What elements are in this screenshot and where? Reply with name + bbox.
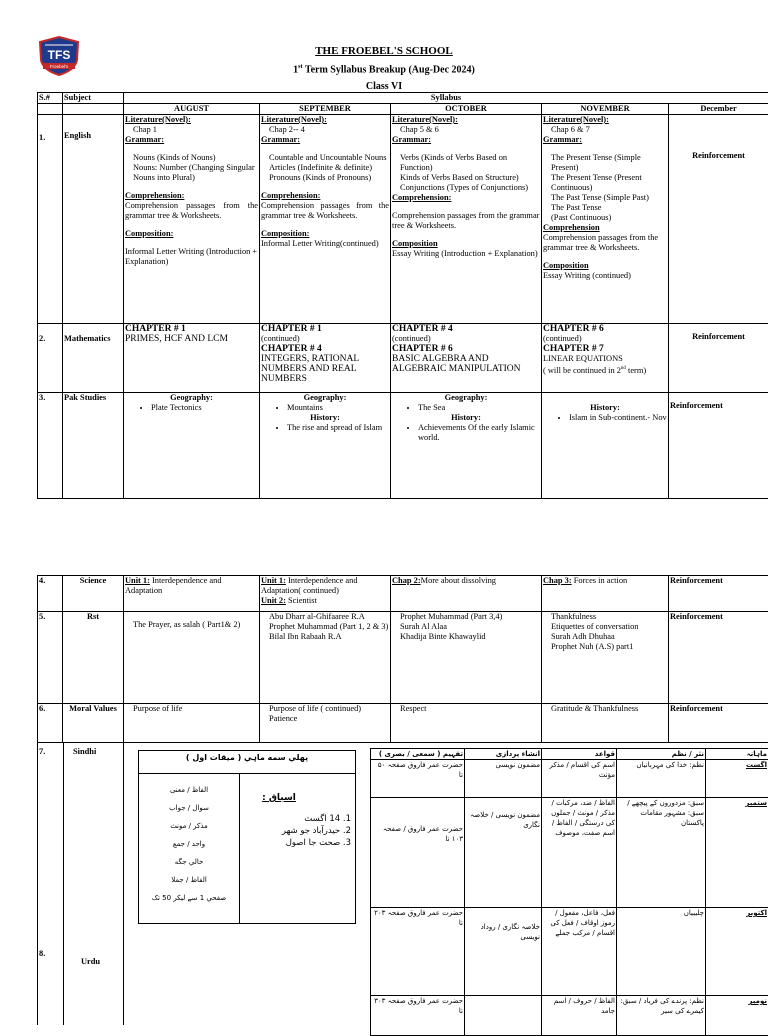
col-august: AUGUST	[124, 104, 260, 115]
moral-september: ▪ Purpose of life ( continued) ▪ Patience	[260, 704, 391, 743]
moral-august: ▪ Purpose of life	[124, 704, 260, 743]
row-moral-values: 6. Moral Values ▪ Purpose of life ▪ Purpose of life ( continued) ▪ Patience ▪ Respect ▪ Gratitude & Thankfulness Reinforcement	[38, 704, 768, 743]
english-september: Literature(Novel): • Chap 2-- 4 Grammar: • Countable and Uncountable Nouns • Articles (Indefinite & definite) • Pronouns (Kinds of Pronouns) Comprehension: Comprehension passages from the grammar tree & Worksheets. Composition: Informal Letter Writing(continued)	[260, 115, 391, 324]
subject-moral-values: Moral Values	[63, 704, 124, 743]
pak-september: Geography: • Mountains History: • The rise and spread of Islam	[260, 393, 391, 499]
moral-october: ▪ Respect	[391, 704, 542, 743]
subject-urdu: Urdu	[81, 957, 100, 966]
col-subject: Subject	[63, 93, 124, 104]
syllabus-table-1	[37, 92, 768, 499]
urdu-table: تفہیم ( سمعی / بصری ) انشاء پردازی قواعد نثر / نظم ماہانہ حضرت عمر فاروق صفحہ ۵۰ تا مضمون نویسی اسم کی اقسام / مذکر مؤنث نظم: خدا کی مہربانیاں اگست حضرت عمر فاروق / صفحہ ۱۰۳ تا مضمون نویسی / خلاصہ نگاری الفاظ / ضد، مرکبات / مذکر / مونث / جملوں کی درستگی / الفاظ / اسم صفت، موصوف سبق: مزدوروں کے پیچھے / سبق: مشہور مقامات پاکستان ستمبر حضرت عمر فاروق صفحہ ۲۰۳ تا خلاصہ نگاری / روداد نویسی فعل، فاعل، مفعول / رموز اوقاف / فعل کی اقسام / مرکب جملے چلیبیاں اکتوبر حضرت عمر فاروق صفحہ ۳۰۳ تا الفاظ / حروف / اسم جامد نظم: پرندے کی فریاد / سبق: کیمرے کی سیر نومبر	[370, 748, 768, 1036]
term-title: 1st Term Syllabus Breakup (Aug-Dec 2024)	[0, 64, 768, 75]
sindhi-left-list: الفاظ / معنى سوال / جواب مذکر / مونث واحد / جمع خالي جگه الفاظ / جملا صفحي 1 سے ليکر 50 تک	[143, 781, 235, 907]
english-august: Literature(Novel): • Chap 1 Grammar: • Nouns (Kinds of Nouns) • Nouns: Number (Changing Singular Nouns into Plural) Comprehension: Comprehension passages from the grammar tree & Worksheets. Composition: Informal Letter Writing (Introduction + Explanation)	[124, 115, 260, 324]
rst-december: Reinforcement	[669, 612, 768, 704]
pak-august: Geography: • Plate Tectonics	[124, 393, 260, 499]
science-august: Unit 1: Interdependence and Adaptation	[124, 576, 260, 612]
row-science: 4. Science Unit 1: Interdependence and Adaptation Unit 1: Interdependence and Adaptation( continued) Unit 2: Scientist Chap 2:More about dissolving Chap 3: Forces in action Reinforcement	[38, 576, 768, 612]
math-september: CHAPTER # 1 (continued) CHAPTER # 4 INTEGERS, RATIONAL NUMBERS AND REAL NUMBERS	[260, 324, 391, 393]
pak-october: Geography: • The Sea History: • Achievements Of the early Islamic world.	[391, 393, 542, 499]
col-sno: S.#	[38, 93, 63, 104]
logo-text: TFS	[48, 48, 71, 62]
pak-december: Reinforcement	[669, 393, 768, 499]
subject-english: English	[63, 115, 124, 324]
subject-pak-studies: Pak Studies	[63, 393, 124, 499]
rst-october: ▪ Prophet Muhammad (Part 3,4) ▪ Surah Al Alaa ▪ Khadija Binte Khawaylid	[391, 612, 542, 704]
subject-rst: Rst	[63, 612, 124, 704]
subject-science: Science	[63, 576, 124, 612]
syllabus-table-2	[37, 575, 768, 743]
english-november: Literature(Novel): • Chap 6 & 7 Grammar: • The Present Tense (Simple Present) • The Present Tense (Present Continuous) • The Past Tense (Simple Past) • The Past Tense (Past Continuous) Comprehension Comprehension passages from the grammar tree & Worksheets. Composition Essay Writing (continued)	[542, 115, 669, 324]
col-december: December	[669, 104, 768, 115]
rst-august: ▪ The Prayer, as salah ( Part1& 2)	[124, 612, 260, 704]
row-english: 1. English Literature(Novel): • Chap 1 Grammar: • Nouns (Kinds of Nouns) • Nouns: Number (Changing Singular Nouns into Plural) Comprehension: Comprehension passages from the grammar tree & Worksheets. Composition: Informal Letter Writing (Introduction + Explanation) Literature(Novel): • Chap 2-- 4 Grammar: • Countable and Uncountable Nouns • Articles (Indefinite & definite) • Pronouns (Kinds of Pronouns) Comprehension: Comprehension passages from the grammar tree & Worksheets. Composition: Informal Letter Writing(continued) Literature(Novel): • Chap 5 & 6 Grammar: • Verbs (Kinds of Verbs Based on Function) • Kinds of Verbs Based on Structure) • Conjunctions (Types of Conjunctions) Comprehension: Comprehension passages from the grammar tree & Worksheets. Composition Essay Writing (Introduction + Explanation) Literature(Novel): • Chap 6 & 7 Grammar: • The Present Tense (Simple Present) • The Present Tense (Present Continuous) • The Past Tense (Simple Past) • The Past Tense (Past Continuous) Comprehension Comprehension passages from the grammar tree & Worksheets. Composition Essay Writing (continued) Reinforcement	[38, 115, 768, 324]
school-name: THE FROEBEL'S SCHOOL	[0, 45, 768, 57]
logo-subtext: Froebel's	[50, 64, 69, 69]
class-title: Class VI	[0, 81, 768, 92]
pak-november: History: • Islam in Sub-continent.- Nov	[542, 393, 669, 499]
row-mathematics: 2. Mathematics CHAPTER # 1 PRIMES, HCF AND LCM CHAPTER # 1 (continued) CHAPTER # 4 INTEGERS, RATIONAL NUMBERS AND REAL NUMBERS CHAPTER # 4 (continued) CHAPTER # 6 BASIC ALGEBRA AND ALGEBRAIC MANIPULATION CHAPTER # 6 (continued) CHAPTER # 7 LINEAR EQUATIONS ( will be continued in 2nd term) Reinforcement	[38, 324, 768, 393]
sindhi-lessons: 1. 14 اگسٽ 2. حيدرآباد جو شهر 3. صحت جا اصول	[241, 813, 351, 849]
science-november: Chap 3: Forces in action	[542, 576, 669, 612]
math-october: CHAPTER # 4 (continued) CHAPTER # 6 BASIC ALGEBRA AND ALGEBRAIC MANIPULATION	[391, 324, 542, 393]
english-december: Reinforcement	[669, 115, 768, 324]
math-august: CHAPTER # 1 PRIMES, HCF AND LCM	[124, 324, 260, 393]
sindhi-syllabus-box	[138, 750, 356, 924]
moral-december: Reinforcement	[669, 704, 768, 743]
rst-november: ▪ Thankfulness ▪ Etiquettes of conversation ▪ Surah Adh Dhuhaa ▪ Prophet Nuh (A.S) part1	[542, 612, 669, 704]
math-december: Reinforcement	[669, 324, 768, 393]
science-september: Unit 1: Interdependence and Adaptation( continued) Unit 2: Scientist	[260, 576, 391, 612]
subject-mathematics: Mathematics	[63, 324, 124, 393]
col-september: SEPTEMBER	[260, 104, 391, 115]
english-october: Literature(Novel): • Chap 5 & 6 Grammar: • Verbs (Kinds of Verbs Based on Function) • Kinds of Verbs Based on Structure) • Conjunctions (Types of Conjunctions) Comprehension: Comprehension passages from the grammar tree & Worksheets. Composition Essay Writing (Introduction + Explanation)	[391, 115, 542, 324]
sindhi-title: پهلي سمه ماہي ( ميقات اول )	[139, 753, 355, 763]
sindhi-lessons-head: اسباق :	[249, 793, 309, 803]
col-october: OCTOBER	[391, 104, 542, 115]
math-november: CHAPTER # 6 (continued) CHAPTER # 7 LINEAR EQUATIONS ( will be continued in 2nd term)	[542, 324, 669, 393]
col-november: NOVEMBER	[542, 104, 669, 115]
row-rst: 5. Rst ▪ The Prayer, as salah ( Part1& 2) ▪ Abu Dharr al-Ghifaaree R.A ▪ Prophet Muhammad (Part 1, 2 & 3) ▪ Bilal Ibn Rabaah R.A ▪ Prophet Muhammad (Part 3,4) ▪ Surah Al Alaa ▪ Khadija Binte Khawaylid ▪ Thankfulness ▪ Etiquettes of conversation ▪ Surah Adh Dhuhaa ▪ Prophet Nuh (A.S) part1 Reinforcement	[38, 612, 768, 704]
col-syllabus: Syllabus	[124, 93, 768, 104]
sindhi-urdu-area: 7. Sindhi 8. Urdu	[37, 742, 768, 1025]
science-december: Reinforcement	[669, 576, 768, 612]
science-october: Chap 2:More about dissolving	[391, 576, 542, 612]
row-pak-studies: 3. Pak Studies Geography: • Plate Tectonics Geography: • Mountains History: • The rise and spread of Islam Geography: • The Sea History: • Achievements Of the early Islamic world. History: • Islam in Sub-continent.- Nov Reinforcement	[38, 393, 768, 499]
moral-november: ▪ Gratitude & Thankfulness	[542, 704, 669, 743]
rst-september: ▪ Abu Dharr al-Ghifaaree R.A ▪ Prophet Muhammad (Part 1, 2 & 3) ▪ Bilal Ibn Rabaah R.A	[260, 612, 391, 704]
subject-sindhi: Sindhi	[73, 747, 96, 756]
